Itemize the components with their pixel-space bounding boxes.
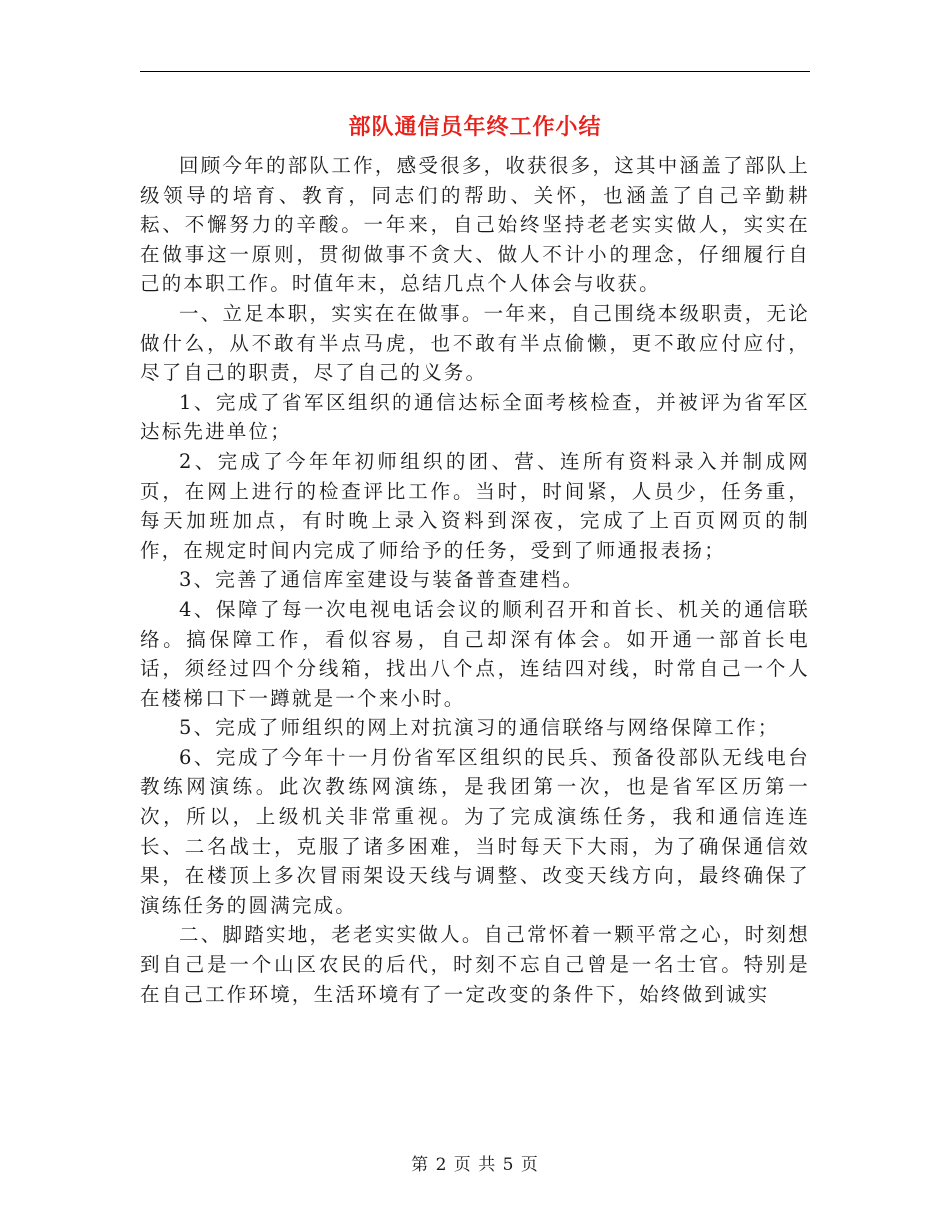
document-body <box>140 151 810 1111</box>
document-title: 部队通信员年终工作小结 <box>348 114 602 140</box>
paragraph-intro: 回顾今年的部队工作，感受很多，收获很多，这其中涵盖了部队上级领导的培育、教育，同志们的帮助、关怀，也涵盖了自己辛勤耕耘、不懈努力的辛酸。一年来，自己始终坚持老老实实做人，实实在在做事这一原则，贯彻做事不贪大、做人不计小的理念，仔细履行自己的本职工作。时值年末，总结几点个人体会与收获。 <box>140 154 810 296</box>
paragraph-item-5: 5、完成了师组织的网上对抗演习的通信联络与网络保障工作； <box>179 716 780 740</box>
paragraph-section-2: 二、脚踏实地，老老实实做人。自己常怀着一颗平常之心，时刻想到自己是一个山区农民的后代，时刻不忘自己曾是一名士官。特别是在自己工作环境，生活环境有了一定改变的条件下，始终做到诚实 <box>140 923 810 1006</box>
paragraph-item-2: 2、完成了今年年初师组织的团、营、连所有资料录入并制成网页，在网上进行的检查评比工作。当时，时间紧，人员少，任务重，每天加班加点，有时晚上录入资料到深夜，完成了上百页网页的制作，在规定时间内完成了师给予的任务，受到了师通报表扬； <box>140 449 810 562</box>
header-rule <box>140 71 810 72</box>
paragraph-section-1: 一、立足本职，实实在在做事。一年来，自己围绕本级职责，无论做什么，从不敢有半点马虎，也不敢有半点偷懒，更不敢应付应付，尽了自己的职责，尽了自己的义务。 <box>140 301 810 385</box>
paragraph-item-3: 3、完善了通信库室建设与装备普查建档。 <box>179 568 585 592</box>
paragraph-item-1: 1、完成了省军区组织的通信达标全面考核检查，并被评为省军区达标先进单位； <box>140 390 810 444</box>
paragraph-item-6: 6、完成了今年十一月份省军区组织的民兵、预备役部队无线电台教练网演练。此次教练网演练，是我团第一次，也是省军区历第一次，所以，上级机关非常重视。为了完成演练任务，我和通信连连长、二名战士，克服了诸多困难，当时每天下大雨，为了确保通信效果，在楼顶上多次冒雨架设天线与调整、改变天线方向，最终确保了演练任务的圆满完成。 <box>140 745 810 917</box>
page-number: 第 2 页 共 5 页 <box>411 1155 539 1175</box>
paragraph-item-4: 4、保障了每一次电视电话会议的顺利召开和首长、机关的通信联络。搞保障工作，看似容易，自己却深有体会。如开通一部首长电话，须经过四个分线箱，找出八个点，连结四对线，时常自己一个人在楼梯口下一蹲就是一个来小时。 <box>140 597 810 710</box>
